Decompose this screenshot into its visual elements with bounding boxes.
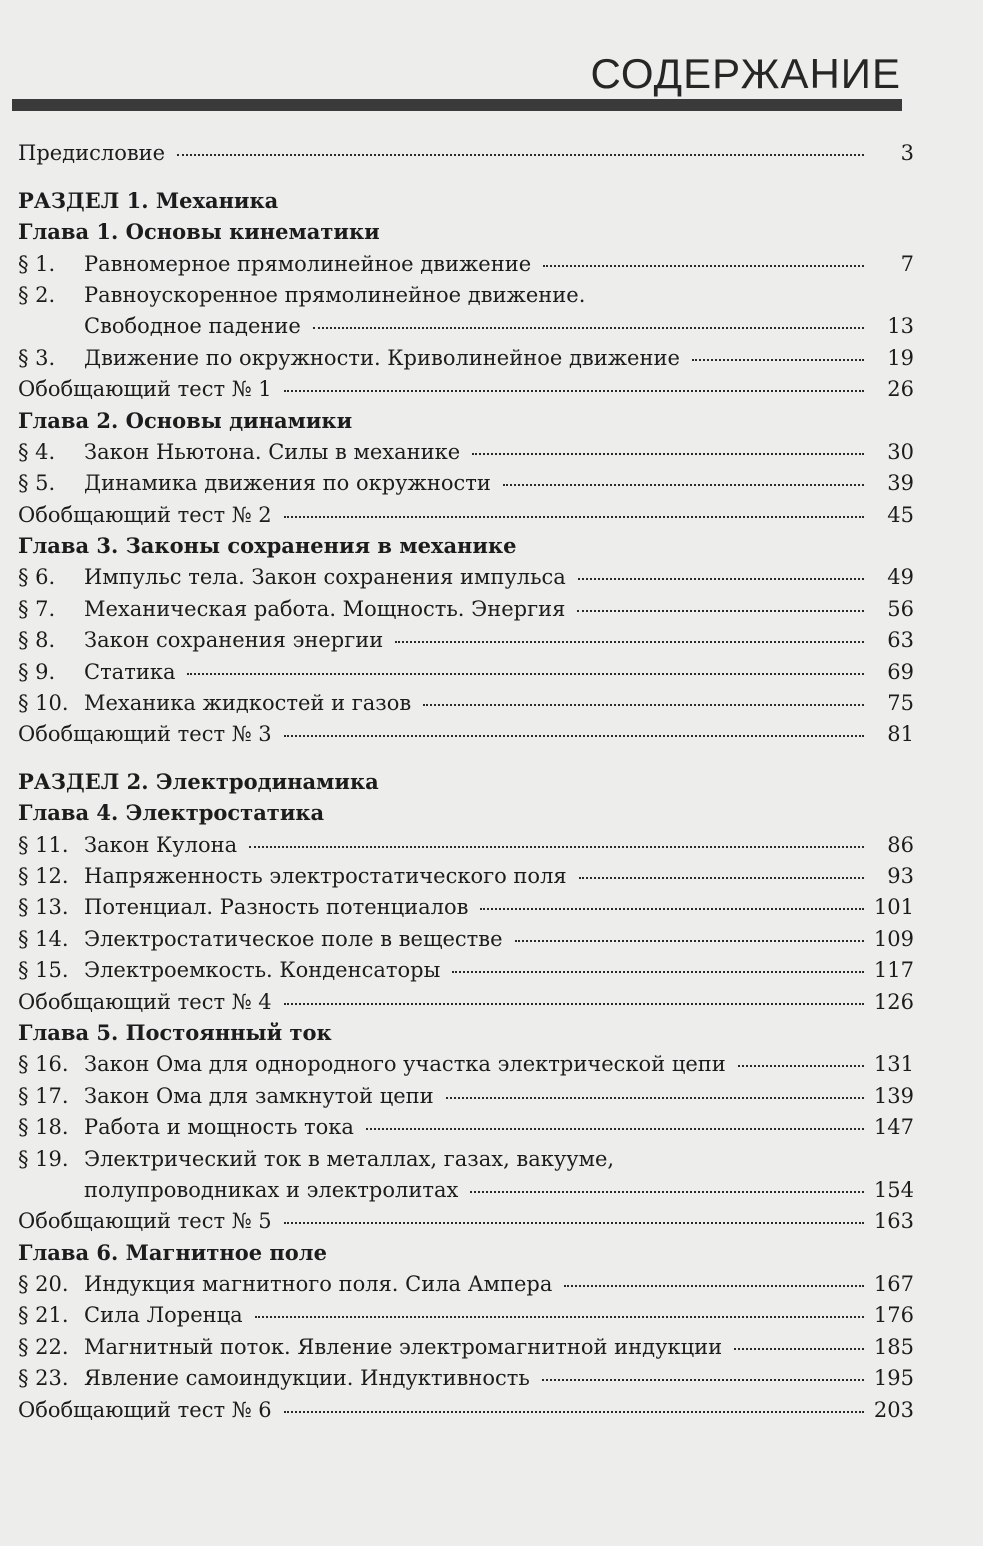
toc-entry-test[interactable] (18, 376, 914, 407)
page-title: СОДЕРЖАНИЕ (590, 50, 901, 97)
toc-page: 147 (873, 1115, 914, 1140)
toc-label: Динамика движения по окружности (84, 471, 491, 496)
dot-leader (284, 1222, 864, 1224)
toc-entry[interactable] (18, 282, 914, 313)
toc-page: 185 (873, 1334, 914, 1359)
toc-entry[interactable] (18, 1271, 914, 1302)
toc-label: Электростатическое поле в веществе (84, 926, 503, 951)
paragraph-number: § 5. (18, 471, 56, 496)
chapter-title: Глава 6. Магнитное поле (18, 1239, 327, 1265)
toc-page: 117 (873, 958, 914, 983)
toc-entry[interactable] (18, 1302, 914, 1333)
toc-entry-test[interactable] (18, 501, 914, 532)
toc-label: Импульс тела. Закон сохранения импульса (84, 565, 566, 590)
dot-leader (313, 327, 864, 329)
toc-label: Закон Ома для однородного участка электрической цепи (84, 1052, 726, 1077)
toc-label: Обобщающий тест № 1 (18, 377, 272, 402)
toc-label: Закон Ома для замкнутой цепи (84, 1083, 434, 1108)
dot-leader (284, 1411, 864, 1413)
toc-label: Потенциал. Разность потенциалов (84, 895, 469, 920)
toc-page: 109 (873, 926, 914, 951)
toc-page: 163 (873, 1209, 914, 1234)
dot-leader (452, 971, 864, 973)
paragraph-number: § 22. (18, 1334, 69, 1359)
paragraph-number: § 18. (18, 1115, 69, 1140)
toc-label: Механика жидкостей и газов (84, 691, 412, 716)
paragraph-number: § 3. (18, 345, 56, 370)
chapter-heading (18, 1239, 914, 1270)
toc-page: 154 (873, 1177, 914, 1202)
dot-leader (734, 1348, 864, 1350)
dot-leader (578, 578, 864, 580)
toc-label: Электроемкость. Конденсаторы (84, 958, 441, 983)
chapter-heading (18, 800, 914, 831)
dot-leader (543, 265, 864, 267)
paragraph-number: § 21. (18, 1303, 69, 1328)
section-heading (18, 768, 914, 799)
chapter-heading (18, 1020, 914, 1051)
toc-label: Равномерное прямолинейное движение (84, 251, 532, 276)
toc-entry[interactable] (18, 925, 914, 956)
toc-entry-test[interactable] (18, 1208, 914, 1239)
toc-page: 81 (887, 722, 914, 747)
toc-entry[interactable] (18, 863, 914, 894)
toc-entry[interactable] (18, 1114, 914, 1145)
paragraph-number: § 1. (18, 251, 56, 276)
toc-entry-continuation[interactable] (18, 1177, 914, 1208)
toc-page: 19 (887, 345, 914, 370)
chapter-heading (18, 407, 914, 438)
toc-page: 3 (900, 141, 914, 166)
paragraph-number: § 9. (18, 659, 56, 684)
title-rule (12, 99, 902, 111)
dot-leader (577, 610, 864, 612)
dot-leader (472, 453, 864, 455)
toc-page: 131 (873, 1052, 914, 1077)
toc-label: Обобщающий тест № 6 (18, 1397, 272, 1422)
toc-entry[interactable] (18, 627, 914, 658)
toc-entry[interactable] (18, 470, 914, 501)
dot-leader (503, 484, 864, 486)
paragraph-number: § 13. (18, 895, 69, 920)
toc-entry-continuation[interactable] (18, 313, 914, 344)
chapter-title: Глава 5. Постоянный ток (18, 1019, 332, 1045)
dot-leader (284, 516, 864, 518)
toc-entry[interactable] (18, 439, 914, 470)
paragraph-number: § 7. (18, 596, 56, 621)
paragraph-number: § 20. (18, 1272, 69, 1297)
paragraph-number: § 8. (18, 628, 56, 653)
toc-label: Явление самоиндукции. Индуктивность (84, 1366, 530, 1391)
toc-label: полупроводниках и электролитах (84, 1177, 459, 1202)
toc-label: Равноускоренное прямолинейное движение. (84, 282, 586, 307)
toc-page: 49 (887, 565, 914, 590)
toc-label: Свободное падение (84, 314, 301, 339)
section-title: РАЗДЕЛ 1. Механика (18, 187, 279, 213)
toc-entry[interactable] (18, 595, 914, 626)
toc-entry[interactable] (18, 658, 914, 689)
toc-page: 139 (873, 1083, 914, 1108)
toc-entry[interactable] (18, 831, 914, 862)
toc-entry[interactable] (18, 1333, 914, 1364)
paragraph-number: § 6. (18, 565, 56, 590)
toc-page: 63 (887, 628, 914, 653)
dot-leader (470, 1191, 864, 1193)
toc-page: 93 (887, 863, 914, 888)
toc-label: Напряженность электростатического поля (84, 863, 567, 888)
toc-page: 203 (873, 1397, 914, 1422)
toc-page: 56 (887, 596, 914, 621)
dot-leader (692, 359, 864, 361)
toc-label: Движение по окружности. Криволинейное движение (84, 345, 680, 370)
toc-label: Обобщающий тест № 4 (18, 989, 272, 1014)
toc-page: 101 (873, 895, 914, 920)
toc-entry-test[interactable] (18, 988, 914, 1019)
dot-leader (480, 908, 864, 910)
dot-leader (284, 1003, 864, 1005)
toc-entry[interactable] (18, 344, 914, 375)
toc-page: 195 (873, 1366, 914, 1391)
paragraph-number: § 4. (18, 439, 56, 464)
dot-leader (446, 1097, 864, 1099)
paragraph-number: § 16. (18, 1052, 69, 1077)
toc-label: Обобщающий тест № 2 (18, 502, 272, 527)
toc-label: Индукция магнитного поля. Сила Ампера (84, 1272, 553, 1297)
toc-entry-test[interactable] (18, 1396, 914, 1427)
toc-page: 26 (887, 377, 914, 402)
toc-label: Статика (84, 659, 176, 684)
toc-entry[interactable] (18, 1051, 914, 1082)
toc-page: 126 (873, 989, 914, 1014)
toc-page: 7 (900, 251, 914, 276)
toc-page: 13 (887, 314, 914, 339)
toc-label: Работа и мощность тока (84, 1115, 354, 1140)
toc-page: 86 (887, 832, 914, 857)
toc-page: 75 (887, 691, 914, 716)
paragraph-number: § 17. (18, 1083, 69, 1108)
dot-leader (284, 390, 864, 392)
paragraph-number: § 12. (18, 863, 69, 888)
chapter-title: Глава 4. Электростатика (18, 800, 325, 826)
toc-entry[interactable] (18, 564, 914, 595)
paragraph-number: § 19. (18, 1146, 69, 1171)
chapter-title: Глава 1. Основы кинематики (18, 219, 380, 245)
toc-label: Электрический ток в металлах, газах, вакууме, (84, 1146, 615, 1171)
dot-leader (284, 735, 864, 737)
dot-leader (515, 940, 864, 942)
dot-leader (579, 877, 864, 879)
paragraph-number: § 2. (18, 282, 56, 307)
dot-leader (395, 641, 864, 643)
toc-page: 176 (873, 1303, 914, 1328)
chapter-title: Глава 2. Основы динамики (18, 407, 353, 433)
section-heading (18, 187, 914, 218)
paragraph-number: § 15. (18, 958, 69, 983)
paragraph-number: § 23. (18, 1366, 69, 1391)
toc-entry[interactable] (18, 690, 914, 721)
table-of-contents (18, 140, 914, 1428)
dot-leader (564, 1285, 864, 1287)
toc-label: Магнитный поток. Явление электромагнитной индукции (84, 1334, 723, 1359)
toc-entry[interactable] (18, 1365, 914, 1396)
dot-leader (542, 1379, 864, 1381)
toc-entry[interactable] (18, 1145, 914, 1176)
toc-label: Закон сохранения энергии (84, 628, 384, 653)
toc-entry-test[interactable] (18, 721, 914, 752)
paragraph-number: § 11. (18, 832, 69, 857)
dot-leader (366, 1128, 864, 1130)
dot-leader (255, 1316, 864, 1318)
dot-leader (249, 846, 864, 848)
dot-leader (738, 1065, 864, 1067)
toc-label: Предисловие (18, 141, 166, 166)
toc-page: 45 (887, 502, 914, 527)
section-title: РАЗДЕЛ 2. Электродинамика (18, 768, 379, 794)
toc-entry[interactable] (18, 894, 914, 925)
toc-entry[interactable] (18, 1082, 914, 1113)
dot-leader (187, 673, 864, 675)
paragraph-number: § 10. (18, 691, 69, 716)
chapter-heading (18, 533, 914, 564)
toc-page: 167 (873, 1272, 914, 1297)
paragraph-number: § 14. (18, 926, 69, 951)
toc-page: 39 (887, 471, 914, 496)
toc-label: Закон Ньютона. Силы в механике (84, 439, 461, 464)
toc-label: Механическая работа. Мощность. Энергия (84, 596, 566, 621)
toc-label: Обобщающий тест № 5 (18, 1209, 272, 1234)
toc-page: 30 (887, 439, 914, 464)
toc-entry-preface[interactable] (18, 140, 914, 171)
dot-leader (423, 704, 864, 706)
toc-entry[interactable] (18, 250, 914, 281)
toc-label: Сила Лоренца (84, 1303, 243, 1328)
chapter-heading (18, 219, 914, 250)
toc-label: Обобщающий тест № 3 (18, 722, 272, 747)
dot-leader (177, 154, 864, 156)
toc-label: Закон Кулона (84, 832, 238, 857)
toc-page: 69 (887, 659, 914, 684)
chapter-title: Глава 3. Законы сохранения в механике (18, 533, 517, 559)
toc-entry[interactable] (18, 957, 914, 988)
